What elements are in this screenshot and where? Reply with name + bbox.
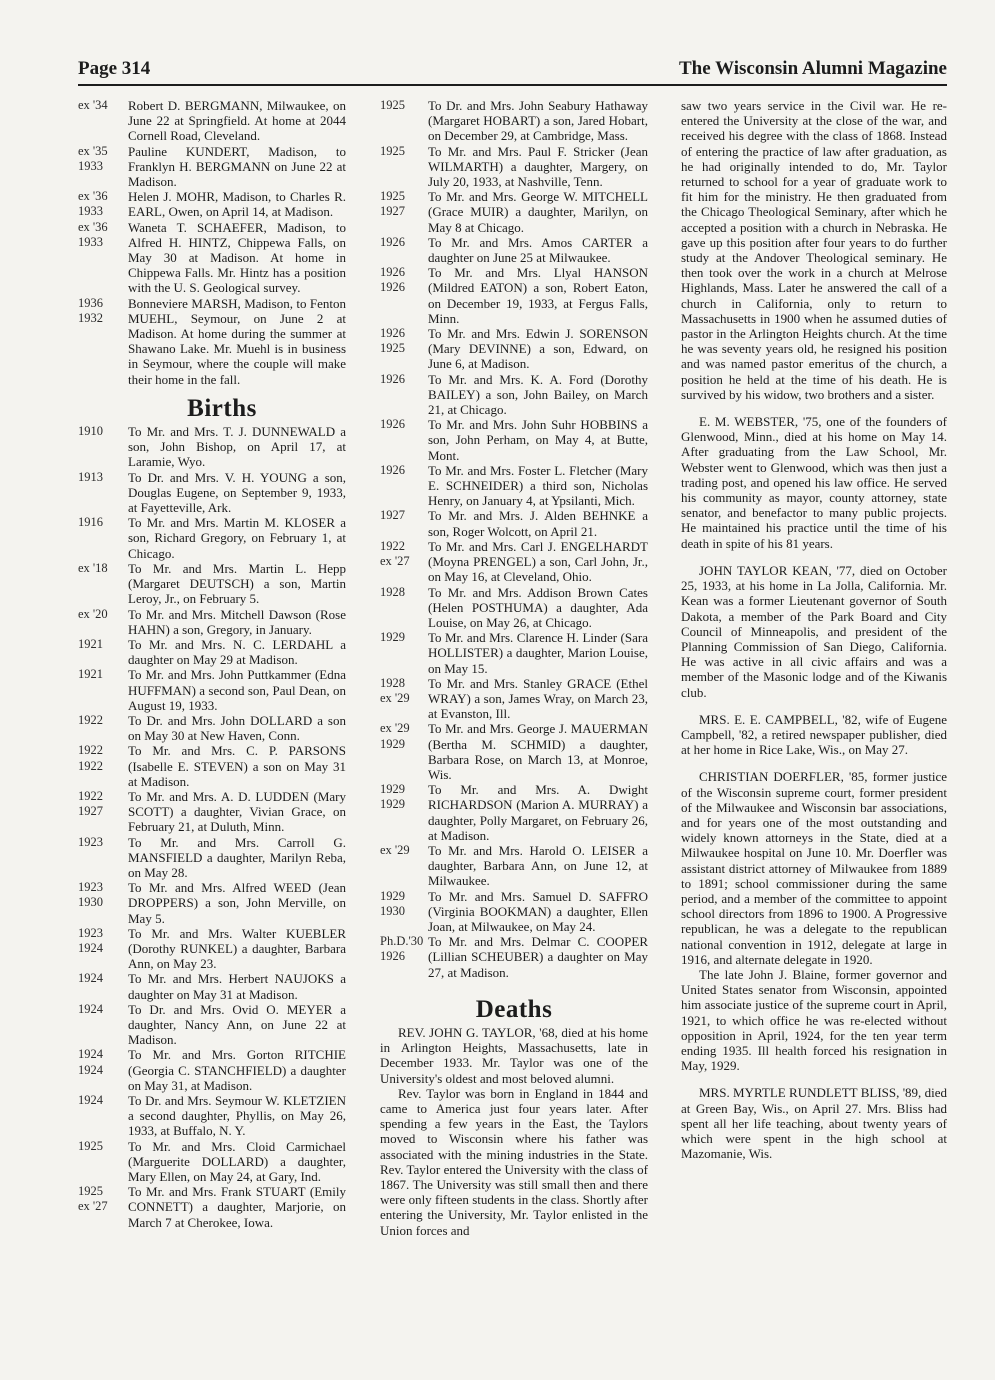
class-year-label: 1925 1927 <box>380 189 405 219</box>
entry-text: To Mr. and Mrs. Gorton RITCHIE (Georgia C. STANCHFIELD) a daughter on May 31, at Madison. <box>128 1047 346 1093</box>
obituary-paragraph: REV. JOHN G. TAYLOR, '68, died at his home in Arlington Heights, Massachusetts, late in December 1933. Mr. Taylor was one of the University's oldest and most beloved alumni. <box>380 1024 648 1086</box>
class-year-label: 1924 <box>78 971 103 986</box>
list-item <box>78 926 346 972</box>
obituary-paragraph: saw two years service in the Civil war. He re-entered the University at the close of the war, and received his degree with the class of 1868. Instead of entering the practice of law after graduation, as he had originally intended to do, Mr. Taylor returned to school for a year of graduate work to fit him for the ministry. He then graduated from the Chicago Theological Seminary, after which he accepted a position with a church in Nebraska. He gave up this position after four years to do further study at the Andover Theological seminary. He then took over the work in a church at Melrose Highlands, Mass. Later he answered the call of a church in California, only to return to Massachusetts in 1900 when he assumed duties of pastor in the Arlington Heights church. At the time he was seventy years old, he resigned his position and was named pastor emeritus of the church, a position he held at the time of his death. He is survived by his widow, two brothers and a sister. <box>681 98 947 402</box>
class-year-label: 1928 ex '29 <box>380 675 410 705</box>
entry-text: To Mr. and Mrs. Mitchell Dawson (Rose HAHN) a son, Gregory, in January. <box>128 606 346 637</box>
entry-text: To Mr. and Mrs. Walter KUEBLER (Dorothy RUNKEL) a daughter, Barbara Ann, on May 23. <box>128 925 346 972</box>
list-item <box>380 782 648 843</box>
class-year-label: ex '29 <box>380 842 410 857</box>
class-year-label: 1929 <box>380 630 405 645</box>
class-year-label: ex '36 1933 <box>78 189 108 219</box>
entry-text: To Mr. and Mrs. Clarence H. Linder (Sara HOLLISTER) a daughter, Marion Louise, on May 15. <box>428 630 648 676</box>
list-item <box>380 463 648 509</box>
class-year-label: 1926 1926 <box>380 265 405 295</box>
entry-text: To Mr. and Mrs. George W. MITCHELL (Grace MUIR) a daughter, Marilyn, on May 8 at Chicago. <box>428 189 648 235</box>
entry-text: To Mr. and Mrs. C. P. PARSONS (Isabelle E. STEVEN) a son on May 31 at Madison. <box>128 743 346 789</box>
entry-text: To Mr. and Mrs. Carroll G. MANSFIELD a daughter, Marilyn Reba, on May 28. <box>128 834 346 880</box>
class-year-label: 1923 <box>78 834 103 849</box>
class-year-label: ex '35 1933 <box>78 143 108 173</box>
entry-text: Helen J. MOHR, Madison, to Charles R. EARL, Owen, on April 14, at Madison. <box>128 189 346 220</box>
list-item <box>380 843 648 889</box>
list-item <box>78 789 346 835</box>
class-year-label: ex '36 1933 <box>78 219 108 249</box>
entry-text: To Mr. and Mrs. Cloid Carmichael (Marguerite DOLLARD) a daughter, Mary Ellen, on May 24, at Gary, Ind. <box>128 1138 346 1185</box>
class-year-label: 1925 <box>380 98 405 112</box>
entry-text: To Mr. and Mrs. J. Alden BEHNKE a son, Roger Wolcott, on April 21. <box>428 508 648 539</box>
obituary-paragraph: MRS. E. E. CAMPBELL, '82, wife of Eugene Campbell, '82, a retired newspaper publisher, died at her home in Rice Lake, Wis., on May 27. <box>681 711 947 758</box>
class-year-label: 1926 <box>380 417 405 432</box>
list-item <box>78 637 346 667</box>
class-year-label: ex '18 <box>78 560 108 575</box>
list-item <box>78 1093 346 1139</box>
list-item <box>380 326 648 372</box>
entry-text: To Dr. and Mrs. Seymour W. KLETZIEN a second daughter, Phyllis, on May 26, 1933, at Buffalo, N. Y. <box>128 1093 346 1139</box>
class-year-label: 1924 <box>78 1093 103 1107</box>
entry-text: To Mr. and Mrs. Frank STUART (Emily CONNETT) a daughter, Marjorie, on March 7 at Cherokee, Iowa. <box>128 1184 346 1230</box>
entry-text: To Mr. and Mrs. John Suhr HOBBINS a son, John Perham, on May 4, at Butte, Mont. <box>428 417 648 463</box>
class-year-label: 1928 <box>380 584 405 599</box>
class-year-label: 1913 <box>78 469 103 484</box>
entry-text: To Mr. and Mrs. Addison Brown Cates (Helen POSTHUMA) a daughter, Ada Louise, on May 26, at Chicago. <box>428 584 648 630</box>
entry-text: To Mr. and Mrs. Herbert NAUJOKS a daughter on May 31 at Madison. <box>128 971 346 1002</box>
entry-text: To Mr. and Mrs. John Puttkammer (Edna HUFFMAN) a second son, Paul Dean, on August 19, 1933. <box>128 667 346 713</box>
page-number: Page 314 <box>78 58 151 79</box>
list-item <box>78 189 346 219</box>
class-year-label: 1929 1930 <box>380 888 405 918</box>
list-item <box>78 144 346 190</box>
class-year-label: 1926 <box>380 462 405 477</box>
entry-text: Bonneviere MARSH, Madison, to Fenton MUEHL, Seymour, on June 2 at Madison. At home during the summer at Shawano Lake. Mr. Muehl is in business in Seymour, where the couple will make their home in the fall. <box>128 295 346 387</box>
list-item <box>380 676 648 722</box>
entry-text: To Mr. and Mrs. K. A. Ford (Dorothy BAILEY) a son, John Bailey, on March 21, at Chicago. <box>428 371 648 418</box>
class-year-label: 1925 ex '27 <box>78 1184 108 1214</box>
entry-text: To Mr. and Mrs. Martin L. Hepp (Margaret DEUTSCH) a son, Martin Leroy, Jr., on February 5. <box>128 560 346 607</box>
list-item <box>78 1139 346 1185</box>
entry-text: To Dr. and Mrs. V. H. YOUNG a son, Douglas Eugene, on September 9, 1933, at Fayetteville, Ark. <box>128 469 346 516</box>
class-year-label: 1927 <box>380 508 405 523</box>
class-year-label: 1925 <box>78 1138 103 1153</box>
list-item <box>78 971 346 1001</box>
list-item <box>78 713 346 743</box>
births-list <box>78 424 346 1230</box>
list-item <box>380 889 648 935</box>
class-year-label: 1926 <box>380 234 405 249</box>
column-2 <box>380 98 648 1238</box>
list-item <box>78 98 346 144</box>
births-list-continued <box>380 98 648 980</box>
entry-text: To Mr. and Mrs. Foster L. Fletcher (Mary E. SCHNEIDER) a third son, Nicholas Henry, on January 4, at Ypsilanti, Mich. <box>428 462 648 509</box>
entry-text: To Mr. and Mrs. Paul F. Stricker (Jean WILMARTH) a daughter, Margery, on July 20, 1933, at Nashville, Tenn. <box>428 143 648 190</box>
class-year-label: ex '29 1929 <box>380 721 410 751</box>
entry-text: To Mr. and Mrs. Llyal HANSON (Mildred EATON) a son, Robert Eaton, on December 19, 1933, at Fergus Falls, Minn. <box>428 265 648 326</box>
entry-text: To Mr. and Mrs. Delmar C. COOPER (Lillian SCHEUBER) a daughter on May 27, at Madison. <box>428 934 648 980</box>
list-item <box>78 743 346 789</box>
obituary-paragraph: Rev. Taylor was born in England in 1844 and came to America just four years later. After spending a few years in the East, the Taylors moved to Wisconsin where his father was associated with the mining industries in the State. Rev. Taylor entered the University with the class of 1867. The University was still small then and there were only fifteen students in the class. Shortly after entering the University, Mr. Taylor enlisted in the Union forces and <box>380 1085 648 1238</box>
class-year-label: 1929 1929 <box>380 782 405 812</box>
class-year-label: 1916 <box>78 515 103 530</box>
entry-text: Waneta T. SCHAEFER, Madison, to Alfred H. HINTZ, Chippewa Falls, on May 30 at Madison. At home in Chippewa Falls. Mr. Hintz has a position with the U. S. Geological survey. <box>128 219 346 296</box>
list-item <box>78 1002 346 1048</box>
class-year-label: 1910 <box>78 424 103 439</box>
magazine-title: The Wisconsin Alumni Magazine <box>679 58 947 79</box>
list-item <box>380 630 648 676</box>
class-year-label: 1925 <box>380 143 405 158</box>
obituary-paragraph: JOHN TAYLOR KEAN, '77, died on October 25, 1933, at his home in La Jolla, California. Mr. Kean was a former Lieutenant governor of South Dakota, a member of the Park Board and City Council of Minneapolis, and president of the Planning Commission of San Diego, California. He was active in all civic affairs and was a member of the Masonic lodge and of the Kiwanis club. <box>681 562 947 700</box>
class-year-label: 1936 1932 <box>78 295 103 325</box>
obituary-paragraph: The late John J. Blaine, former governor and United States senator from Wisconsin, appointed him associate justice of the supreme court in April, 1921, to which office he was re-elected without opposition in April, 1924, for the ten year term ending 1935. Ill health forced his resignation in May, 1929. <box>681 966 947 1074</box>
list-item <box>380 372 648 418</box>
class-year-label: Ph.D.'30 1926 <box>380 934 424 964</box>
entry-text: To Mr. and Mrs. A. D. LUDDEN (Mary SCOTT) a daughter, Vivian Grace, on February 21, at Duluth, Minn. <box>128 788 346 835</box>
entry-text: To Mr. and Mrs. Stanley GRACE (Ethel WRAY) a son, James Wray, on March 23, at Evanston, Ill. <box>428 675 648 722</box>
class-year-label: 1922 <box>78 712 103 727</box>
entry-text: Robert D. BERGMANN, Milwaukee, on June 22 at Springfield. At home at 2044 Cornell Road, Cleveland. <box>128 98 346 144</box>
list-item <box>380 417 648 463</box>
entry-text: To Mr. and Mrs. Edwin J. SORENSON (Mary DEVINNE) a son, Edward, on June 6, at Madison. <box>428 326 648 372</box>
list-item <box>380 144 648 190</box>
entry-text: To Mr. and Mrs. Amos CARTER a daughter on June 25 at Milwaukee. <box>428 234 648 266</box>
class-year-label: 1922 ex '27 <box>380 538 410 569</box>
list-item <box>380 98 648 144</box>
entry-text: To Dr. and Mrs. John DOLLARD a son on May 30 at New Haven, Conn. <box>128 712 346 744</box>
list-item <box>380 189 648 235</box>
entry-text: To Mr. and Mrs. Carl J. ENGELHARDT (Moyna PRENGEL) a son, Carl John, Jr., on May 16, at Cleveland, Ohio. <box>428 538 648 585</box>
list-item <box>78 1047 346 1093</box>
class-year-label: 1924 <box>78 1001 103 1016</box>
list-item <box>78 515 346 561</box>
entry-text: To Mr. and Mrs. A. Dwight RICHARDSON (Marion A. MURRAY) a daughter, Polly Margaret, on February 26, at Madison. <box>428 782 648 843</box>
entry-text: To Mr. and Mrs. Harold O. LEISER a daughter, Barbara Ann, on June 12, at Milwaukee. <box>428 842 648 889</box>
obituary-paragraph: MRS. MYRTLE RUNDLETT BLISS, '89, died at Green Bay, Wis., on April 27. Mrs. Bliss had spent all her life teaching, about twenty years of which were spent in the high school at Mazomanie, Wis. <box>681 1085 947 1162</box>
column-1 <box>78 98 346 1230</box>
entry-text: To Mr. and Mrs. George J. MAUERMAN (Bertha M. SCHMID) a daughter, Barbara Rose, on March 13, at Monroe, Wis. <box>428 721 648 782</box>
list-item <box>380 934 648 980</box>
marriages-list <box>78 98 346 387</box>
births-heading: Births <box>187 394 257 422</box>
list-item <box>78 296 346 387</box>
list-item <box>380 539 648 585</box>
list-item <box>380 508 648 538</box>
entry-text: To Dr. and Mrs. Ovid O. MEYER a daughter, Nancy Ann, on June 22 at Madison. <box>128 1001 346 1048</box>
list-item <box>78 424 346 470</box>
entry-text: To Dr. and Mrs. John Seabury Hathaway (Margaret HOBART) a son, Jared Hobart, on December 29, at Cambridge, Mass. <box>428 98 648 144</box>
obituary-paragraph: CHRISTIAN DOERFLER, '85, former justice of the Wisconsin supreme court, former president of the Milwaukee and Wisconsin bar associations, and for years one of the most outstanding and widely known attorneys in the State, died at a Milwaukee hospital on June 10. Mr. Doerfler was assistant district attorney of Milwaukee from 1889 to 1891; school commissioner during the same period, and a member of the committee to appoint school directors from 1896 to 1900. A Progressive republican, he was a delegate to the republican national convention in 1912, delegate at large in 1916, and alternate delegate in 1920. <box>681 769 947 967</box>
class-year-label: 1922 1927 <box>78 788 103 819</box>
list-item <box>380 235 648 265</box>
list-item <box>78 667 346 713</box>
class-year-label: 1922 1922 <box>78 743 103 773</box>
class-year-label: 1921 <box>78 636 103 651</box>
list-item <box>380 265 648 326</box>
list-item <box>380 721 648 782</box>
entry-text: To Mr. and Mrs. Samuel D. SAFFRO (Virginia BOOKMAN) a daughter, Ellen Joan, at Milwaukee, on May 24. <box>428 888 648 934</box>
entry-text: To Mr. and Mrs. N. C. LERDAHL a daughter on May 29 at Madison. <box>128 636 346 668</box>
list-item <box>78 835 346 881</box>
class-year-label: 1926 1925 <box>380 326 405 356</box>
class-year-label: ex '20 <box>78 606 108 621</box>
page-header <box>78 58 947 86</box>
entry-text: To Mr. and Mrs. T. J. DUNNEWALD a son, John Bishop, on April 17, at Laramie, Wyo. <box>128 424 346 470</box>
class-year-label: 1923 1930 <box>78 880 103 910</box>
class-year-label: 1923 1924 <box>78 925 103 955</box>
deaths-heading: Deaths <box>475 995 553 1023</box>
entry-text: To Mr. and Mrs. Alfred WEED (Jean DROPPERS) a son, John Merville, on May 5. <box>128 880 346 926</box>
column-3 <box>681 98 947 1161</box>
list-item <box>78 470 346 516</box>
class-year-label: ex '34 <box>78 98 108 112</box>
list-item <box>78 1184 346 1230</box>
list-item <box>78 220 346 296</box>
list-item <box>78 561 346 607</box>
entry-text: To Mr. and Mrs. Martin M. KLOSER a son, Richard Gregory, on February 1, at Chicago. <box>128 515 346 561</box>
class-year-label: 1924 1924 <box>78 1047 103 1077</box>
obituary-paragraph: E. M. WEBSTER, '75, one of the founders of Glenwood, Minn., died at his home on May 14. After graduating from the Law School, Mr. Webster went to Glenwood, which was then just a trading post, and opened his law office. He served his community as mayor, county attorney, state senator, and benefactor to many public projects. He maintained his practice until the time of his death in spite of his 81 years. <box>681 414 947 551</box>
list-item <box>380 585 648 631</box>
entry-text: Pauline KUNDERT, Madison, to Franklyn H. BERGMANN on June 22 at Madison. <box>128 143 346 190</box>
list-item <box>78 607 346 637</box>
class-year-label: 1926 <box>380 371 405 386</box>
class-year-label: 1921 <box>78 667 103 682</box>
list-item <box>78 880 346 926</box>
